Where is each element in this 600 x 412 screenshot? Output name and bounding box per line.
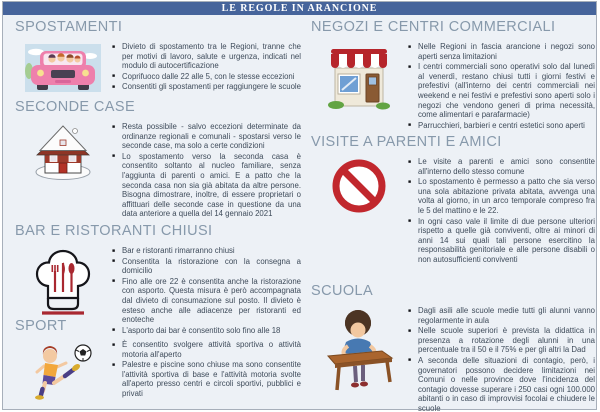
header-bar	[3, 2, 596, 15]
bullet-item: ■ Lo spostamento è permesso a patto che sia verso una sola abitazione privata abitata, avvenga una volta al giorno, in un arco temporale compreso fra le 5 del mattino e le 22.	[407, 177, 595, 215]
section-scuola	[311, 282, 595, 412]
bullet-item: ■ Dagli asili alle scuole medie tutti gli alunni vanno regolarmente in aula	[407, 306, 595, 325]
section-title: BAR E RISTORANTI CHIUSI	[15, 223, 213, 239]
bullet-item: ■ Le visite a parenti e amici sono consentite all'interno dello stesso comune	[407, 157, 595, 176]
section-title: NEGOZI E CENTRI COMMERCIALI	[311, 19, 556, 35]
section-title: SECONDE CASE	[15, 99, 136, 115]
content-frame	[2, 1, 597, 410]
section-title: SPOSTAMENTI	[15, 19, 123, 35]
bullet-item: ■ Resta possibile - salvo eccezioni determinate da ordinanze regionali e comunali - spostarsi verso le seconde case, ma solo a certe condizioni	[111, 122, 301, 151]
bullet-item: ■ Nelle Regioni in fascia arancione i negozi sono aperti senza limitazioni	[407, 42, 595, 61]
bullet-list	[407, 42, 595, 131]
bullet-item: ■ Parrucchieri, barbieri e centri estetici sono aperti	[407, 121, 595, 131]
bullet-item: ■ È consentito svolgere attività sportiva o attività motoria all'aperto	[111, 340, 301, 359]
bullet-item: ■ Consentita la ristorazione con la consegna a domicilio	[111, 257, 301, 276]
bullet-item: ■ Bar e ristoranti rimarranno chiusi	[111, 246, 301, 256]
bullet-list	[407, 157, 595, 266]
bullet-item: ■ A seconda delle situazioni di contagio, però, i governatori possono decidere limitazioni nei Comuni o nelle province dove l'incidenza del contagio dovesse superare i 250 casi ogni 100.000 abitanti o in caso di improvvisi focolai e chiudere le scuole	[407, 356, 595, 412]
bullet-list	[111, 122, 301, 220]
bullet-item: ■ Nelle scuole superiori è prevista la didattica in presenza a rotazione degli alunni in una percentuale tra il 50 e il 75% e per gli altri la Dad	[407, 326, 595, 355]
bullet-item: ■ Lo spostamento verso la seconda casa è consentito soltanto al nucleo familiare, senza l'aggiunta di parenti o amici. E a patto che la seconda casa non sia già abitata da altre persone. Bisogna dimostrare, inoltre, di essere proprietari o affittuari delle seconde case in questione da una data anteriore a quella del 14 gennaio 2021	[111, 152, 301, 219]
soccer-player-icon	[15, 340, 111, 400]
bullet-item: ■ Consentiti gli spostamenti per raggiungere le scuole	[111, 82, 301, 92]
no-entry-icon	[311, 157, 407, 213]
section-title: SCUOLA	[311, 283, 374, 299]
shop-icon	[311, 42, 407, 112]
bullet-item: ■ In ogni caso vale il limite di due persone ulteriori rispetto a quelle già conviventi, oltre ai minori di anni 14 sui quali tali persone esercitino la responsabilità genitoriale e alle persone disabili o non autosufficienti conviventi	[407, 217, 595, 265]
section-spostamenti	[15, 18, 301, 93]
mountain-house-icon	[15, 122, 111, 182]
bullet-item: ■ Coprifuoco dalle 22 alle 5, con le stesse eccezioni	[111, 72, 301, 82]
bullet-list	[407, 306, 595, 412]
section-negozi	[311, 18, 595, 131]
bullet-item: ■ L'asporto dai bar è consentito solo fino alle 18	[111, 326, 301, 336]
bullet-item: ■ Fino alle ore 22 è consentita anche la ristorazione con asporto. Questa misura è però accompagnata dal divieto di consumazione sul posto. Il divieto è esteso anche alle adiacenze per ristoranti ed enoteche	[111, 277, 301, 325]
section-visite	[311, 133, 595, 266]
section-sport	[15, 317, 301, 400]
page-title: LE REGOLE IN ARANCIONE	[221, 3, 378, 14]
family-car-icon	[15, 42, 111, 92]
bullet-item: ■ Divieto di spostamento tra le Regioni, tranne che per motivi di lavoro, salute e urgenza, indicati nel modulo di autocertificazione	[111, 42, 301, 71]
bullet-item: ■ Palestre e piscine sono chiuse ma sono consentite l'attività sportiva di base e l'attività motoria svolte all'aperto presso centri e circoli sportivi, pubblici e privati	[111, 360, 301, 398]
section-seconde-case	[15, 98, 301, 220]
section-title: VISITE A PARENTI E AMICI	[311, 134, 502, 150]
student-desk-icon	[311, 306, 407, 394]
bullet-list	[111, 42, 301, 93]
chef-hat-icon	[15, 246, 111, 318]
bullet-list	[111, 340, 301, 400]
bullet-item: ■ I centri commerciali sono operativi solo dal lunedì al venerdì, restano chiusi tutti i giorni festivi e prefestivi (all'interno dei centri commerciali nei weekend e nei festivi e prefestivi sono aperti solo i negozi che vendono generi di prima necessità, come alimentari e parafarmacie)	[407, 62, 595, 120]
section-title: SPORT	[15, 318, 67, 334]
